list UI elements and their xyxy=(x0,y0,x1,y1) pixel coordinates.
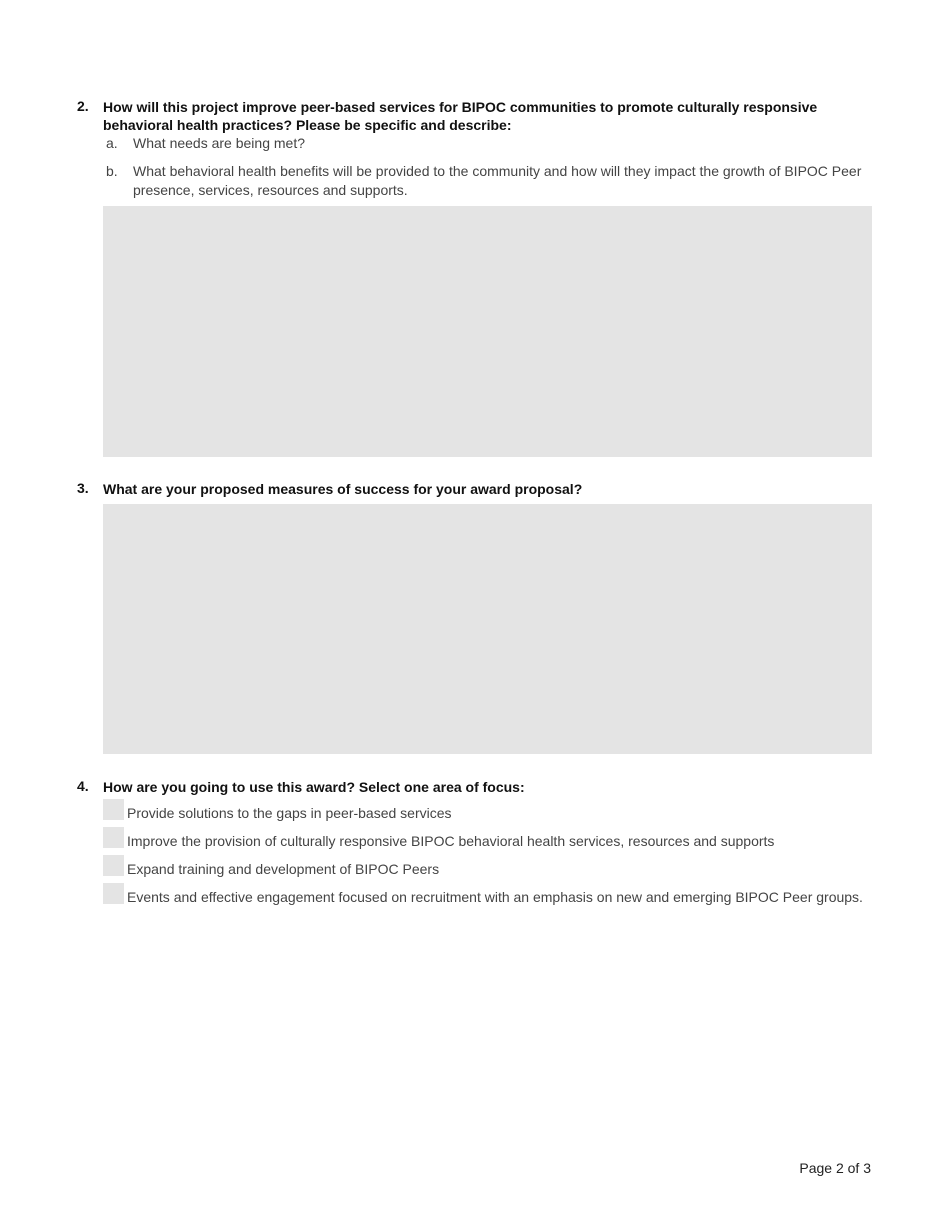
focus-option-3[interactable] xyxy=(103,855,439,877)
focus-option-4[interactable] xyxy=(103,883,863,905)
focus-option-2[interactable] xyxy=(103,827,774,849)
focus-option-3-checkbox[interactable] xyxy=(103,855,124,876)
question-2a-letter: a. xyxy=(106,135,118,151)
question-4-text: How are you going to use this award? Select one area of focus: xyxy=(103,779,525,795)
question-2b-letter: b. xyxy=(106,163,118,179)
focus-option-1[interactable] xyxy=(103,799,452,821)
question-3-number: 3. xyxy=(77,480,89,496)
focus-option-2-label: Improve the provision of culturally responsive BIPOC behavioral health services, resources and supports xyxy=(127,833,775,849)
question-2-number: 2. xyxy=(77,98,89,114)
question-2-answer-field[interactable] xyxy=(103,206,872,457)
focus-option-4-checkbox[interactable] xyxy=(103,883,124,904)
focus-option-1-checkbox[interactable] xyxy=(103,799,124,820)
question-3-text: What are your proposed measures of success for your award proposal? xyxy=(103,481,583,497)
question-2a-text: What needs are being met? xyxy=(133,135,305,151)
question-3-answer-field[interactable] xyxy=(103,504,872,754)
question-2b-text: What behavioral health benefits will be provided to the community and how will they impact the growth of BIPOC Peer presence, services, resources and supports. xyxy=(133,163,862,198)
question-4-number: 4. xyxy=(77,778,89,794)
focus-option-3-label: Expand training and development of BIPOC Peers xyxy=(127,861,440,877)
question-2-text: How will this project improve peer-based services for BIPOC communities to promote culturally responsive behavioral health practices? Please be specific and describe: xyxy=(103,99,818,133)
focus-option-2-checkbox[interactable] xyxy=(103,827,124,848)
focus-option-4-label: Events and effective engagement focused on recruitment with an emphasis on new and emerging BIPOC Peer groups. xyxy=(127,889,863,905)
page-number: Page 2 of 3 xyxy=(799,1160,871,1176)
focus-option-1-label: Provide solutions to the gaps in peer-based services xyxy=(127,805,452,821)
